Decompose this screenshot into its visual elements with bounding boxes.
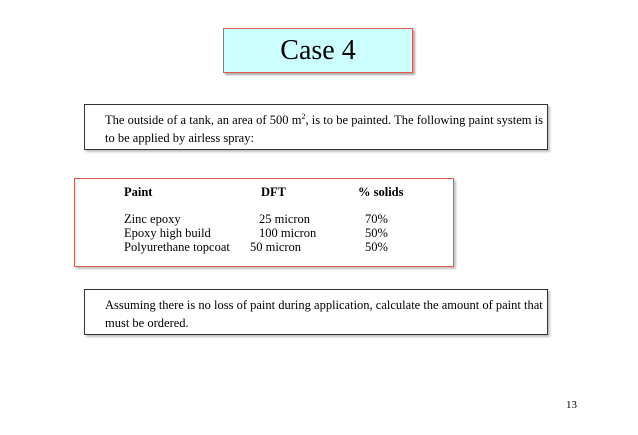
row-3-solids: 50% — [365, 240, 388, 254]
question-text: Assuming there is no loss of paint during application, calculate the amount of paint that must be ordered. — [105, 298, 543, 330]
row-2-solids: 50% — [365, 226, 388, 240]
row-1-dft: 25 micron — [259, 212, 311, 226]
problem-text: The outside of a tank, an area of 500 $m^2$, is to be painted. The following paint system is to be applied by airless spray: — [105, 111, 543, 145]
row-1-solids: 70% — [365, 212, 388, 226]
paint-system-table — [74, 178, 454, 267]
superscript: 2 — [301, 111, 306, 121]
page-number: 13 — [566, 399, 577, 411]
header-dft: DFT — [261, 185, 286, 199]
row-3-paint: Polyurethane topcoat — [124, 240, 230, 254]
question-box — [84, 289, 548, 335]
header-paint: Paint — [124, 185, 153, 199]
problem-statement-box — [84, 104, 548, 150]
header-solids: % solids — [358, 185, 404, 199]
row-1-paint: Zinc epoxy — [124, 212, 181, 226]
row-3-dft: 50 micron — [250, 240, 302, 254]
row-2-dft: 100 micron — [259, 226, 317, 240]
slide-title: Case 4 — [223, 28, 413, 73]
row-2-paint: Epoxy high build — [124, 226, 211, 240]
